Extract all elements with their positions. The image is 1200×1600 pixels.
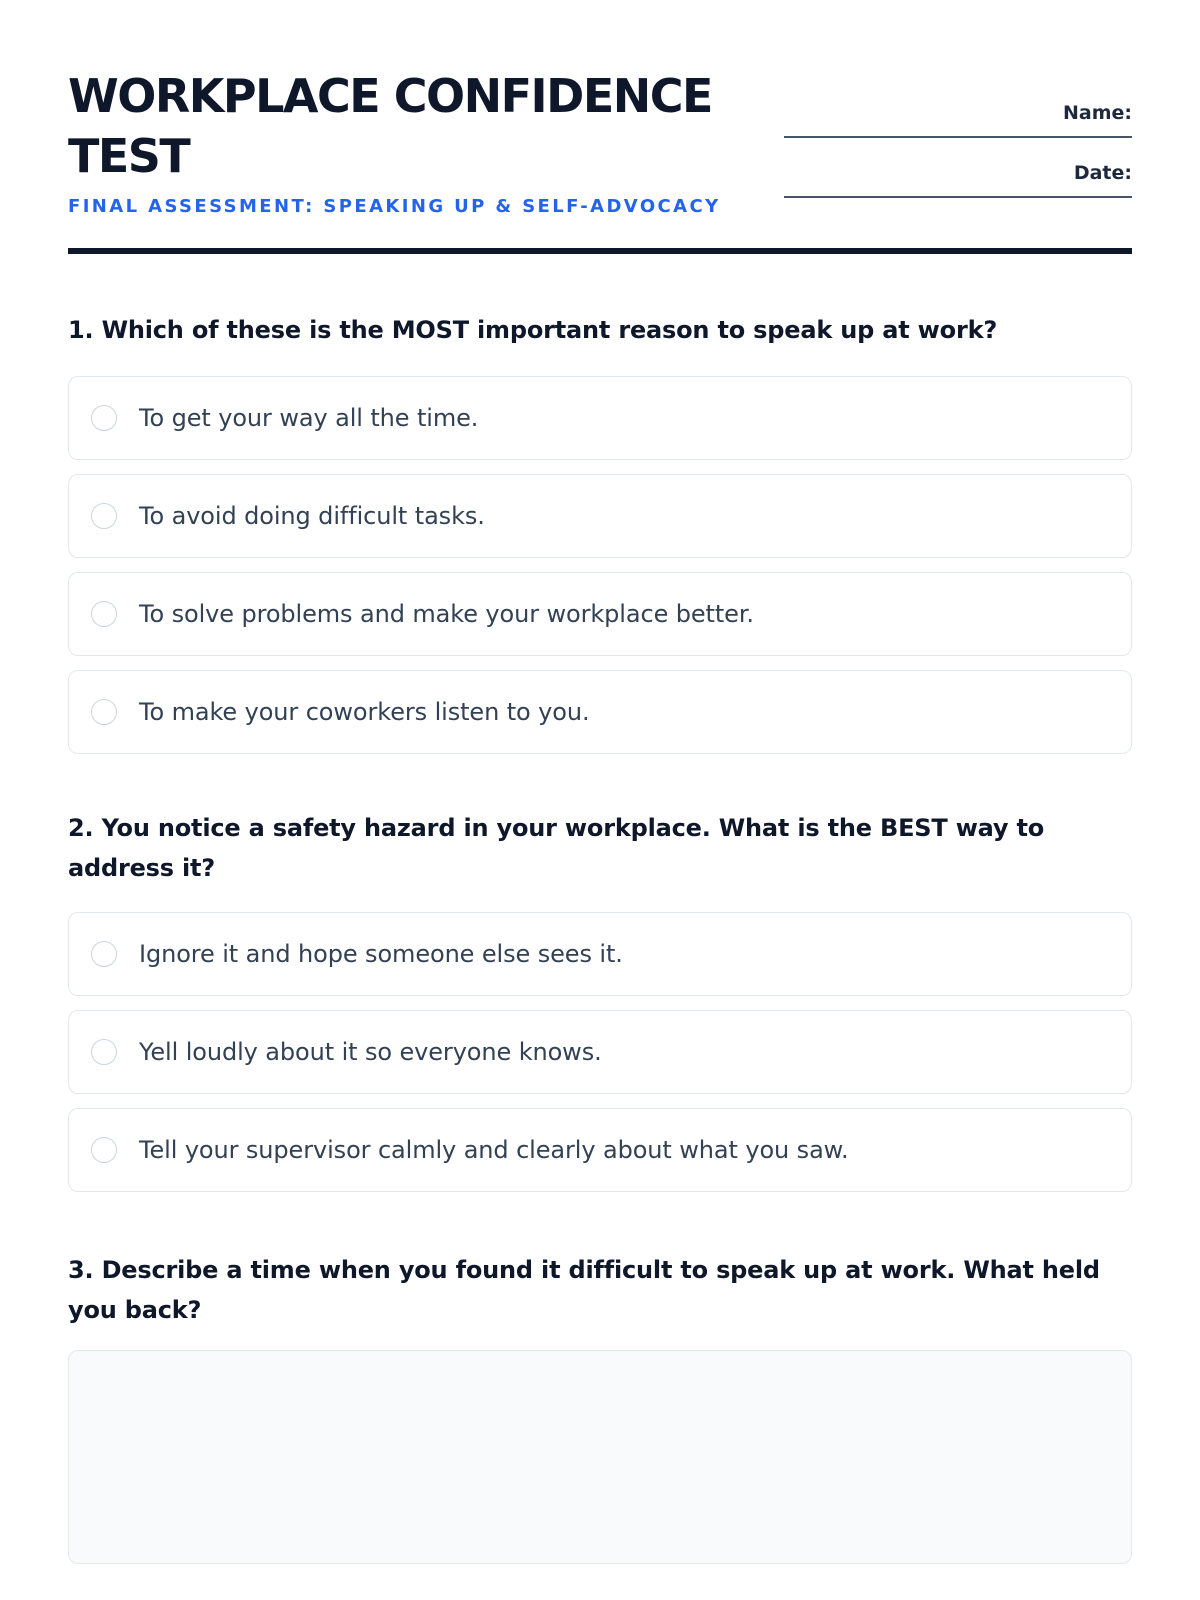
question-3-text: 3. Describe a time when you found it difficult to speak up at work. What held you back? (68, 1256, 1100, 1324)
question-3 (68, 1250, 1132, 1569)
question-1 (68, 310, 1132, 768)
test-subtitle: FINAL ASSESSMENT: SPEAKING UP & SELF-ADVOCACY (68, 196, 721, 217)
radio-button[interactable] (91, 1039, 117, 1065)
question-2 (68, 808, 1132, 1206)
question-1-option-c[interactable] (68, 572, 1132, 656)
question-2-options (68, 912, 1132, 1192)
question-1-options (68, 376, 1132, 754)
option-label: To make your coworkers listen to you. (139, 698, 590, 726)
radio-button[interactable] (91, 405, 117, 431)
question-1-option-d[interactable] (68, 670, 1132, 754)
option-label: Yell loudly about it so everyone knows. (139, 1038, 602, 1066)
radio-button[interactable] (91, 601, 117, 627)
radio-button[interactable] (91, 503, 117, 529)
test-header (68, 0, 1132, 256)
question-1-option-b[interactable] (68, 474, 1132, 558)
question-2-option-b[interactable] (68, 1010, 1132, 1094)
header-divider (68, 248, 1132, 254)
question-1-text: 1. Which of these is the MOST important reason to speak up at work? (68, 316, 998, 344)
date-label: Date: (1073, 162, 1132, 184)
name-line[interactable] (784, 136, 1132, 138)
radio-button[interactable] (91, 941, 117, 967)
student-fields (784, 98, 1132, 218)
option-label: Tell your supervisor calmly and clearly about what you saw. (139, 1136, 849, 1164)
question-3-answer-field[interactable] (68, 1350, 1132, 1564)
option-label: To get your way all the time. (139, 404, 479, 432)
option-label: Ignore it and hope someone else sees it. (139, 940, 623, 968)
test-title: WORKPLACE CONFIDENCE TEST (68, 69, 712, 183)
date-line[interactable] (784, 196, 1132, 198)
radio-button[interactable] (91, 699, 117, 725)
question-2-option-c[interactable] (68, 1108, 1132, 1192)
option-label: To avoid doing difficult tasks. (139, 502, 485, 530)
question-2-text: 2. You notice a safety hazard in your workplace. What is the BEST way to address it? (68, 814, 1045, 882)
radio-button[interactable] (91, 1137, 117, 1163)
question-1-option-a[interactable] (68, 376, 1132, 460)
option-label: To solve problems and make your workplace better. (139, 600, 754, 628)
question-2-option-a[interactable] (68, 912, 1132, 996)
name-label: Name: (1062, 102, 1132, 124)
